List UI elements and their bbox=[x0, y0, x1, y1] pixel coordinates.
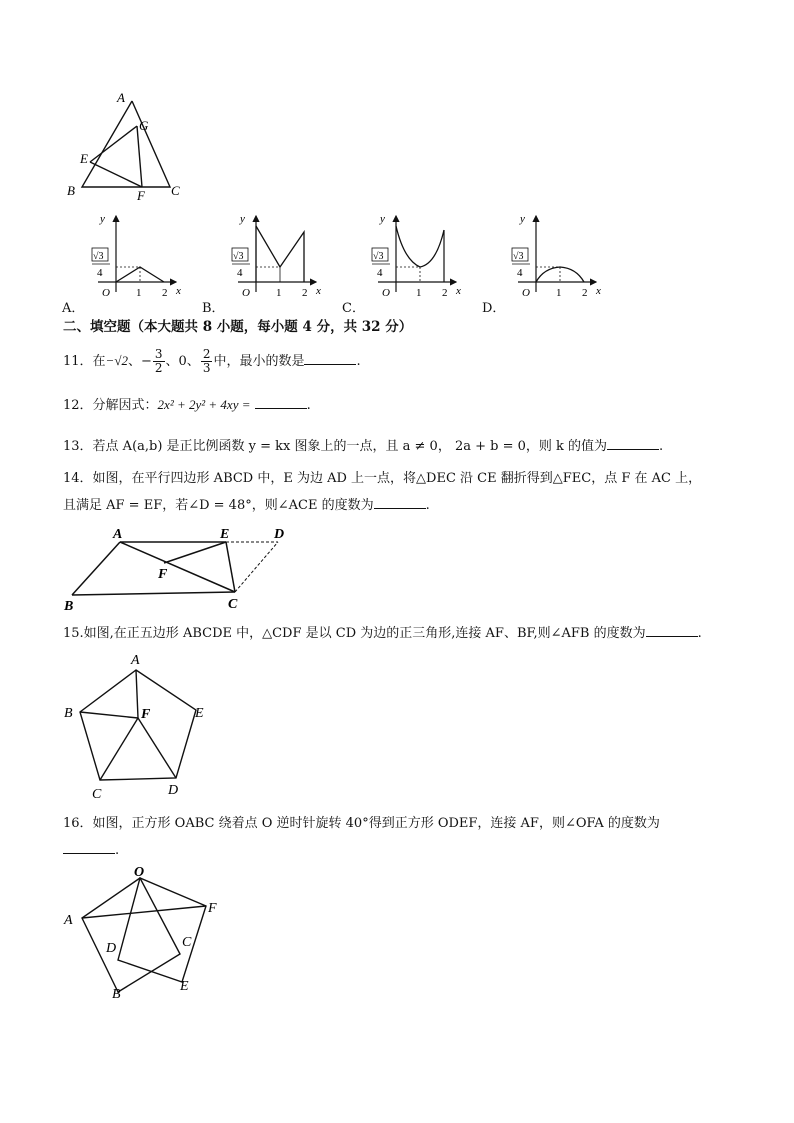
triangle-figure bbox=[55, 88, 195, 200]
square-oabc bbox=[82, 878, 180, 992]
squares-figure bbox=[58, 862, 228, 1002]
label-b: B bbox=[112, 987, 121, 1002]
option-c-label: C． bbox=[342, 301, 365, 316]
segment-ef bbox=[90, 162, 142, 187]
answer-blank-16[interactable] bbox=[63, 841, 115, 854]
label-e: E bbox=[180, 979, 189, 994]
graph-c bbox=[372, 213, 461, 299]
svg-text:4: 4 bbox=[517, 267, 523, 279]
svg-text:1: 1 bbox=[136, 287, 142, 299]
label-f: F bbox=[137, 188, 145, 200]
svg-text:1: 1 bbox=[556, 287, 562, 299]
svg-text:x: x bbox=[596, 285, 601, 297]
question-13: 13．若点 A(a,b) 是正比例函数 y = kx 图象上的一点，且 a ≠ 0， 2a + b = 0，则 k 的值为 . bbox=[63, 439, 664, 454]
label-a: A bbox=[64, 913, 73, 928]
option-d-label: D． bbox=[482, 301, 506, 316]
label-a: A bbox=[113, 527, 123, 542]
label-a: A bbox=[131, 653, 140, 668]
segment-ef bbox=[164, 542, 226, 563]
label-c: C bbox=[182, 935, 192, 950]
svg-text:x: x bbox=[316, 285, 321, 297]
svg-text:y: y bbox=[520, 213, 525, 225]
answer-blank-15[interactable] bbox=[646, 624, 698, 637]
side-bc bbox=[72, 592, 235, 595]
graph-a bbox=[92, 213, 181, 299]
svg-text:x: x bbox=[456, 285, 461, 297]
section-heading: 二、填空题（本大题共 8 小题，每小题 4 分，共 32 分） bbox=[63, 319, 413, 335]
svg-text:1: 1 bbox=[416, 287, 422, 299]
square-odef bbox=[118, 878, 206, 982]
side-cd-dashed bbox=[235, 542, 278, 592]
svg-text:O: O bbox=[382, 287, 390, 299]
segment-af bbox=[82, 906, 206, 918]
label-g: G bbox=[139, 118, 149, 133]
svg-text:4: 4 bbox=[377, 267, 383, 279]
option-a-label: A． bbox=[62, 301, 85, 316]
segment-ec bbox=[226, 542, 235, 592]
label-c: C bbox=[228, 597, 238, 612]
label-b: B bbox=[64, 599, 74, 614]
label-d: D bbox=[168, 783, 179, 798]
svg-text:√3: √3 bbox=[93, 251, 104, 262]
pentagon-outline bbox=[80, 670, 196, 780]
diagonal-ac bbox=[120, 542, 235, 592]
answer-blank-11[interactable] bbox=[304, 352, 356, 365]
pentagon-figure bbox=[58, 648, 228, 804]
answer-blank-13[interactable] bbox=[607, 437, 659, 450]
question-14-line1: 14．如图，在平行四边形 ABCD 中，E 为边 AD 上一点，将△DEC 沿 CE 翻折得到△FEC，点 F 在 AC 上， bbox=[63, 471, 702, 486]
question-16-line1: 16．如图，正方形 OABC 绕着点 O 逆时针旋转 40°得到正方形 ODEF，连接 AF，则∠OFA 的度数为 bbox=[63, 816, 660, 831]
segment-eg bbox=[90, 126, 137, 162]
svg-text:x: x bbox=[176, 285, 181, 297]
label-o: O bbox=[134, 865, 145, 880]
triangle-outline bbox=[82, 101, 170, 187]
question-12: 12．分解因式：2x² + 2y² + 4xy = . bbox=[63, 397, 311, 413]
svg-text:O: O bbox=[102, 287, 110, 299]
answer-blank-14[interactable] bbox=[374, 496, 426, 509]
segment-gf bbox=[137, 126, 142, 187]
svg-text:y: y bbox=[240, 213, 245, 225]
question-16-line2: . bbox=[63, 841, 119, 860]
svg-text:4: 4 bbox=[237, 267, 243, 279]
svg-text:2: 2 bbox=[162, 287, 168, 299]
label-b: B bbox=[64, 706, 73, 721]
graph-b bbox=[232, 213, 321, 299]
label-e: E bbox=[220, 527, 230, 542]
label-d: D bbox=[106, 941, 117, 956]
segment-df bbox=[138, 718, 176, 778]
segment-cf bbox=[100, 718, 138, 780]
svg-text:√3: √3 bbox=[513, 251, 524, 262]
svg-text:√3: √3 bbox=[233, 251, 244, 262]
label-e: E bbox=[80, 151, 88, 166]
svg-text:y: y bbox=[100, 213, 105, 225]
svg-text:y: y bbox=[380, 213, 385, 225]
side-ab bbox=[72, 542, 120, 595]
question-14-line2: 且满足 AF = EF，若∠D = 48°，则∠ACE 的度数为 . bbox=[63, 498, 430, 513]
graph-d bbox=[512, 213, 601, 299]
label-b: B bbox=[67, 183, 75, 198]
label-d: D bbox=[274, 527, 285, 542]
parallelogram-figure bbox=[60, 522, 300, 614]
svg-text:2: 2 bbox=[442, 287, 448, 299]
svg-text:1: 1 bbox=[276, 287, 282, 299]
question-11: 11．在−√2、− $\frac{3}{2}$ 、0、 $\frac{2}{3}$ 中，最小的数是 . bbox=[63, 347, 361, 375]
svg-text:2: 2 bbox=[582, 287, 588, 299]
svg-text:2: 2 bbox=[302, 287, 308, 299]
answer-blank-12[interactable] bbox=[255, 396, 307, 409]
option-b-label: B． bbox=[202, 301, 225, 316]
svg-text:4: 4 bbox=[97, 267, 103, 279]
svg-text:O: O bbox=[522, 287, 530, 299]
question-15: 15.如图,在正五边形 ABCDE 中，△CDF 是以 CD 为边的正三角形,连接 AF、BF,则∠AFB 的度数为 . bbox=[63, 626, 702, 641]
option-graphs bbox=[58, 208, 618, 316]
label-e: E bbox=[195, 706, 204, 721]
label-f: F bbox=[208, 901, 217, 916]
label-f: F bbox=[141, 707, 151, 722]
svg-text:O: O bbox=[242, 287, 250, 299]
label-c: C bbox=[92, 787, 102, 802]
label-f: F bbox=[158, 567, 168, 582]
segment-bf bbox=[80, 712, 138, 718]
svg-text:√3: √3 bbox=[373, 251, 384, 262]
segment-af bbox=[136, 670, 138, 718]
label-a: A bbox=[117, 90, 125, 105]
label-c: C bbox=[171, 183, 180, 198]
